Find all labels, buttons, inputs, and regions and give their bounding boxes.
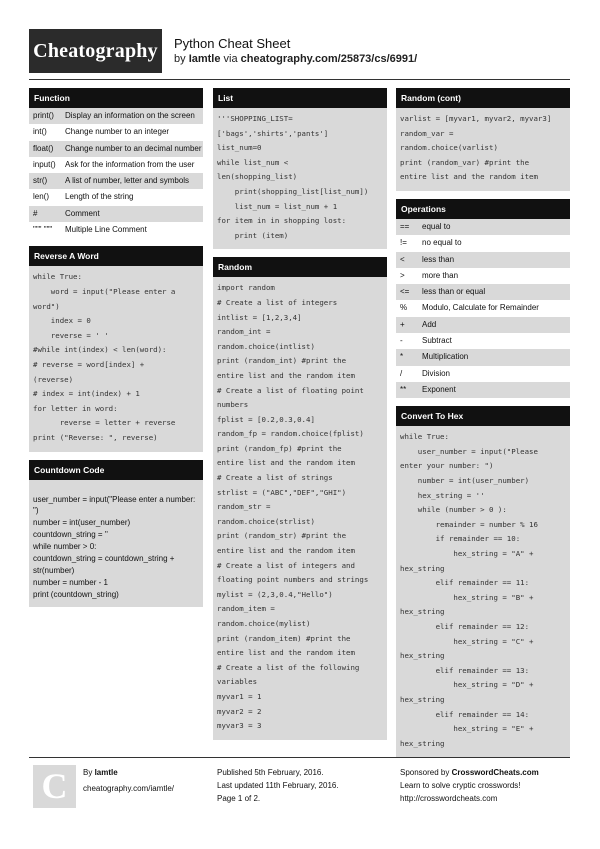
- code-line: print (random_str) #print the: [217, 531, 347, 541]
- footer-divider: [29, 757, 570, 758]
- author-link[interactable]: Iamtle: [188, 53, 221, 65]
- code-line: random_str =: [217, 502, 271, 512]
- code-line: print (random_item) #print the: [217, 633, 351, 643]
- table-row: [29, 124, 203, 140]
- cheatography-logo[interactable]: Cheatography: [29, 29, 162, 73]
- code-line: reverse = letter + reverse: [33, 418, 176, 428]
- code-line: varlist = [myvar1, myvar2, myvar3]: [400, 114, 552, 123]
- row-key: #: [33, 208, 38, 218]
- code-line: intlist = [1,2,3,4]: [217, 312, 302, 322]
- author-avatar[interactable]: C: [33, 765, 76, 808]
- updated-date: Last updated 11th February, 2016.: [217, 781, 339, 790]
- row-value: Ask for the information from the user: [65, 159, 195, 169]
- footer-by-label: By: [83, 768, 93, 777]
- table-row: [396, 317, 570, 333]
- code-line: random.choice(intlist): [217, 341, 315, 351]
- footer-author-block: [83, 766, 174, 795]
- row-value: Change number to an integer: [65, 127, 170, 137]
- random-cont-section-title: Random (cont): [396, 88, 570, 108]
- table-row: [396, 366, 570, 382]
- row-value: Multiplication: [422, 352, 469, 362]
- code-line: fplist = [0.2,0.3,0.4]: [217, 414, 315, 424]
- table-row: [29, 108, 203, 124]
- code-line: elif remainder == 12:: [400, 621, 530, 631]
- row-value: Comment: [65, 208, 100, 218]
- code-line: list_num = list_num + 1: [217, 201, 338, 211]
- sponsor-label: Sponsored by: [400, 768, 450, 777]
- code-line: random_var =: [400, 128, 454, 138]
- function-section: [29, 88, 203, 238]
- table-row: [396, 219, 570, 235]
- footer-dates-block: [217, 766, 339, 805]
- byline: [174, 53, 417, 65]
- code-line: hex_string: [400, 738, 445, 748]
- code-line: random.choice(strlist): [217, 516, 315, 526]
- column-1: [29, 88, 203, 615]
- table-row: [396, 333, 570, 349]
- row-value: no equal to: [422, 238, 462, 248]
- table-row: [396, 300, 570, 316]
- code-line: elif remainder == 11:: [400, 578, 530, 588]
- row-value: Display an information on the screen: [65, 111, 195, 120]
- code-line: # Create a list of integers and: [217, 560, 355, 570]
- hex-section-title: Convert To Hex: [396, 406, 570, 426]
- published-date: Published 5th February, 2016.: [217, 768, 324, 777]
- code-line: index = 0: [33, 316, 91, 326]
- row-value: less than: [422, 254, 455, 264]
- header-divider: [29, 79, 570, 80]
- code-line: random.choice(mylist): [217, 619, 311, 628]
- row-value: Modulo, Calculate for Remainder: [422, 303, 539, 313]
- row-value: Multiple Line Comment: [65, 225, 147, 235]
- row-key: float(): [33, 143, 54, 153]
- code-line: random_fp = random.choice(fplist): [217, 429, 364, 439]
- footer-author-link[interactable]: Iamtle: [94, 768, 118, 777]
- hex-code-block: [396, 426, 570, 757]
- code-line: random_int =: [217, 327, 271, 337]
- code-line: while True:: [400, 432, 449, 442]
- table-row: [396, 268, 570, 284]
- code-line: enter your number: "): [400, 461, 494, 471]
- code-line: hex_string: [400, 563, 445, 573]
- random-code-block: [213, 277, 387, 739]
- table-row: [29, 173, 203, 189]
- code-line: # Create a list of the following: [217, 662, 360, 672]
- row-key: **: [400, 384, 407, 394]
- code-line: remainder = number % 16: [400, 519, 538, 529]
- code-line: while list_num <: [217, 157, 289, 167]
- table-row: [29, 222, 203, 238]
- random-section-title: Random: [213, 257, 387, 277]
- row-value: equal to: [422, 221, 451, 231]
- row-value: Exponent: [422, 384, 456, 394]
- page-number: Page 1 of 2.: [217, 794, 261, 803]
- code-line: myvar1 = 1: [217, 691, 262, 701]
- row-key: ==: [400, 221, 410, 231]
- column-3: [396, 88, 570, 765]
- row-value: more than: [422, 270, 459, 280]
- code-line: variables: [217, 677, 258, 687]
- operations-table: [396, 219, 570, 398]
- table-row: [396, 284, 570, 300]
- code-line: word"): [33, 301, 60, 311]
- table-row: [29, 189, 203, 205]
- code-line: myvar2 = 2: [217, 706, 262, 716]
- code-line: random.choice(varlist): [400, 143, 498, 153]
- by-label: by: [174, 53, 186, 65]
- row-key: str(): [33, 176, 48, 186]
- page-title: Python Cheat Sheet: [174, 36, 291, 51]
- code-line: hex_string = "B" +: [400, 592, 534, 602]
- list-code-block: [213, 108, 387, 249]
- operations-section: [396, 199, 570, 398]
- code-line: print ("Reverse: ", reverse): [33, 432, 158, 442]
- code-line: entire list and the random item: [400, 172, 538, 182]
- code-line: hex_string: [400, 694, 445, 704]
- code-line: ['bags','shirts','pants']: [217, 128, 329, 138]
- countdown-section-title: Countdown Code: [29, 460, 203, 480]
- row-key: *: [400, 352, 404, 362]
- code-line: entire list and the random item: [217, 458, 355, 468]
- code-line: if remainder == 10:: [400, 534, 521, 544]
- row-key: len(): [33, 192, 50, 202]
- sponsor-url[interactable]: http://crosswordcheats.com: [400, 794, 498, 803]
- code-line: len(shopping_list): [217, 172, 298, 182]
- code-line: entire list and the random item: [217, 370, 355, 380]
- countdown-section: [29, 460, 203, 607]
- code-line: floating point numbers and strings: [217, 575, 369, 585]
- code-line: import random: [217, 283, 275, 293]
- code-line: user_number = input("Please enter a number:: [33, 494, 196, 504]
- code-line: # index = int(index) + 1: [33, 389, 140, 399]
- code-line: while True:: [33, 272, 82, 282]
- table-row: [29, 206, 203, 222]
- code-line: print (random_fp) #print the: [217, 443, 342, 453]
- reverse-section: [29, 246, 203, 451]
- code-line: print (random_var) #print the: [400, 157, 530, 167]
- code-line: numbers: [217, 400, 249, 410]
- countdown-code-block: [29, 480, 203, 607]
- row-key: %: [400, 303, 408, 313]
- row-value: less than or equal: [422, 287, 486, 297]
- code-line: number = int(user_number): [33, 518, 131, 528]
- random-section: [213, 257, 387, 739]
- code-line: user_number = input("Please: [400, 446, 538, 456]
- code-line: hex_string = '': [400, 490, 485, 500]
- row-key: print(): [33, 111, 54, 120]
- sponsor-link[interactable]: CrosswordCheats.com: [451, 768, 539, 777]
- list-section-title: List: [213, 88, 387, 108]
- code-line: #while int(index) < len(word):: [33, 345, 167, 355]
- code-line: hex_string = "A" +: [400, 548, 534, 558]
- code-line: '''SHOPPING_LIST=: [217, 114, 293, 123]
- row-key: /: [400, 368, 403, 378]
- row-key: >: [400, 270, 405, 280]
- reverse-section-title: Reverse A Word: [29, 246, 203, 266]
- code-line: myvar3 = 3: [217, 721, 262, 731]
- table-row: [396, 349, 570, 365]
- code-line: for letter in word:: [33, 403, 118, 413]
- code-line: hex_string: [400, 651, 445, 661]
- operations-section-title: Operations: [396, 199, 570, 219]
- row-key: +: [400, 319, 405, 329]
- code-line: while number > 0:: [33, 542, 97, 552]
- row-value: Subtract: [422, 336, 452, 346]
- code-line: mylist = (2,3,0.4,"Hello"): [217, 589, 333, 599]
- via-label: via: [223, 53, 238, 65]
- code-line: number = number - 1: [33, 577, 108, 587]
- table-row: [396, 235, 570, 251]
- row-key: <: [400, 254, 405, 264]
- code-line: word = input("Please enter a: [33, 286, 176, 296]
- code-line: print (random_int) #print the: [217, 356, 347, 366]
- table-row: [29, 157, 203, 173]
- code-line: (reverse): [33, 374, 74, 384]
- code-line: random_item =: [217, 604, 275, 614]
- row-key: input(): [33, 159, 56, 169]
- row-key: !=: [400, 238, 407, 248]
- code-line: elif remainder == 14:: [400, 709, 530, 719]
- footer-author-url[interactable]: cheatography.com/iamtle/: [83, 784, 175, 793]
- code-line: list_num=0: [217, 143, 262, 153]
- table-row: [396, 382, 570, 398]
- code-line: hex_string: [400, 607, 445, 617]
- code-line: hex_string = "E" +: [400, 724, 534, 734]
- hex-section: [396, 406, 570, 757]
- code-line: print (countdown_string): [33, 589, 119, 599]
- sponsor-tagline: Learn to solve cryptic crosswords!: [400, 781, 521, 790]
- table-row: [396, 252, 570, 268]
- code-line: entire list and the random item: [217, 546, 355, 556]
- code-line: hex_string = "C" +: [400, 636, 534, 646]
- code-line: # Create a list of strings: [217, 473, 333, 483]
- reverse-code-block: [29, 266, 203, 451]
- code-line: reverse = ' ': [33, 330, 109, 340]
- code-line: strlist = ("ABC","DEF","GHI"): [217, 487, 347, 497]
- row-key: <=: [400, 287, 410, 297]
- row-value: Add: [422, 319, 437, 329]
- function-table: [29, 108, 203, 238]
- row-key: int(): [33, 127, 47, 137]
- footer-sponsor-block: [400, 766, 539, 805]
- random-cont-section: [396, 88, 570, 191]
- code-line: countdown_string = countdown_string +: [33, 553, 175, 563]
- code-line: "): [33, 506, 39, 516]
- list-section: [213, 88, 387, 249]
- code-line: print(shopping_list[list_num]): [217, 186, 369, 196]
- row-value: Division: [422, 368, 451, 378]
- table-row: [29, 141, 203, 157]
- code-line: countdown_string = '': [33, 530, 108, 540]
- code-line: print (item): [217, 230, 289, 240]
- code-line: elif remainder == 13:: [400, 665, 530, 675]
- code-line: # Create a list of floating point: [217, 385, 364, 395]
- code-line: for item in in shopping lost:: [217, 216, 347, 226]
- row-key: -: [400, 336, 403, 346]
- code-line: str(number): [33, 565, 75, 575]
- row-value: Change number to an decimal number: [65, 143, 202, 153]
- code-line: # reverse = word[index] +: [33, 359, 145, 369]
- row-value: A list of number, letter and symbols: [65, 176, 190, 186]
- row-key: """ """: [33, 225, 53, 235]
- sheet-url-link[interactable]: cheatography.com/25873/cs/6991/: [240, 53, 418, 65]
- code-line: entire list and the random item: [217, 648, 355, 658]
- random-cont-code-block: [396, 108, 570, 191]
- code-line: # Create a list of integers: [217, 297, 338, 307]
- code-line: hex_string = "D" +: [400, 680, 534, 690]
- code-line: number = int(user_number): [400, 476, 530, 486]
- code-line: while (number > 0 ):: [400, 505, 507, 515]
- function-section-title: Function: [29, 88, 203, 108]
- row-value: Length of the string: [65, 192, 134, 202]
- column-2: [213, 88, 387, 748]
